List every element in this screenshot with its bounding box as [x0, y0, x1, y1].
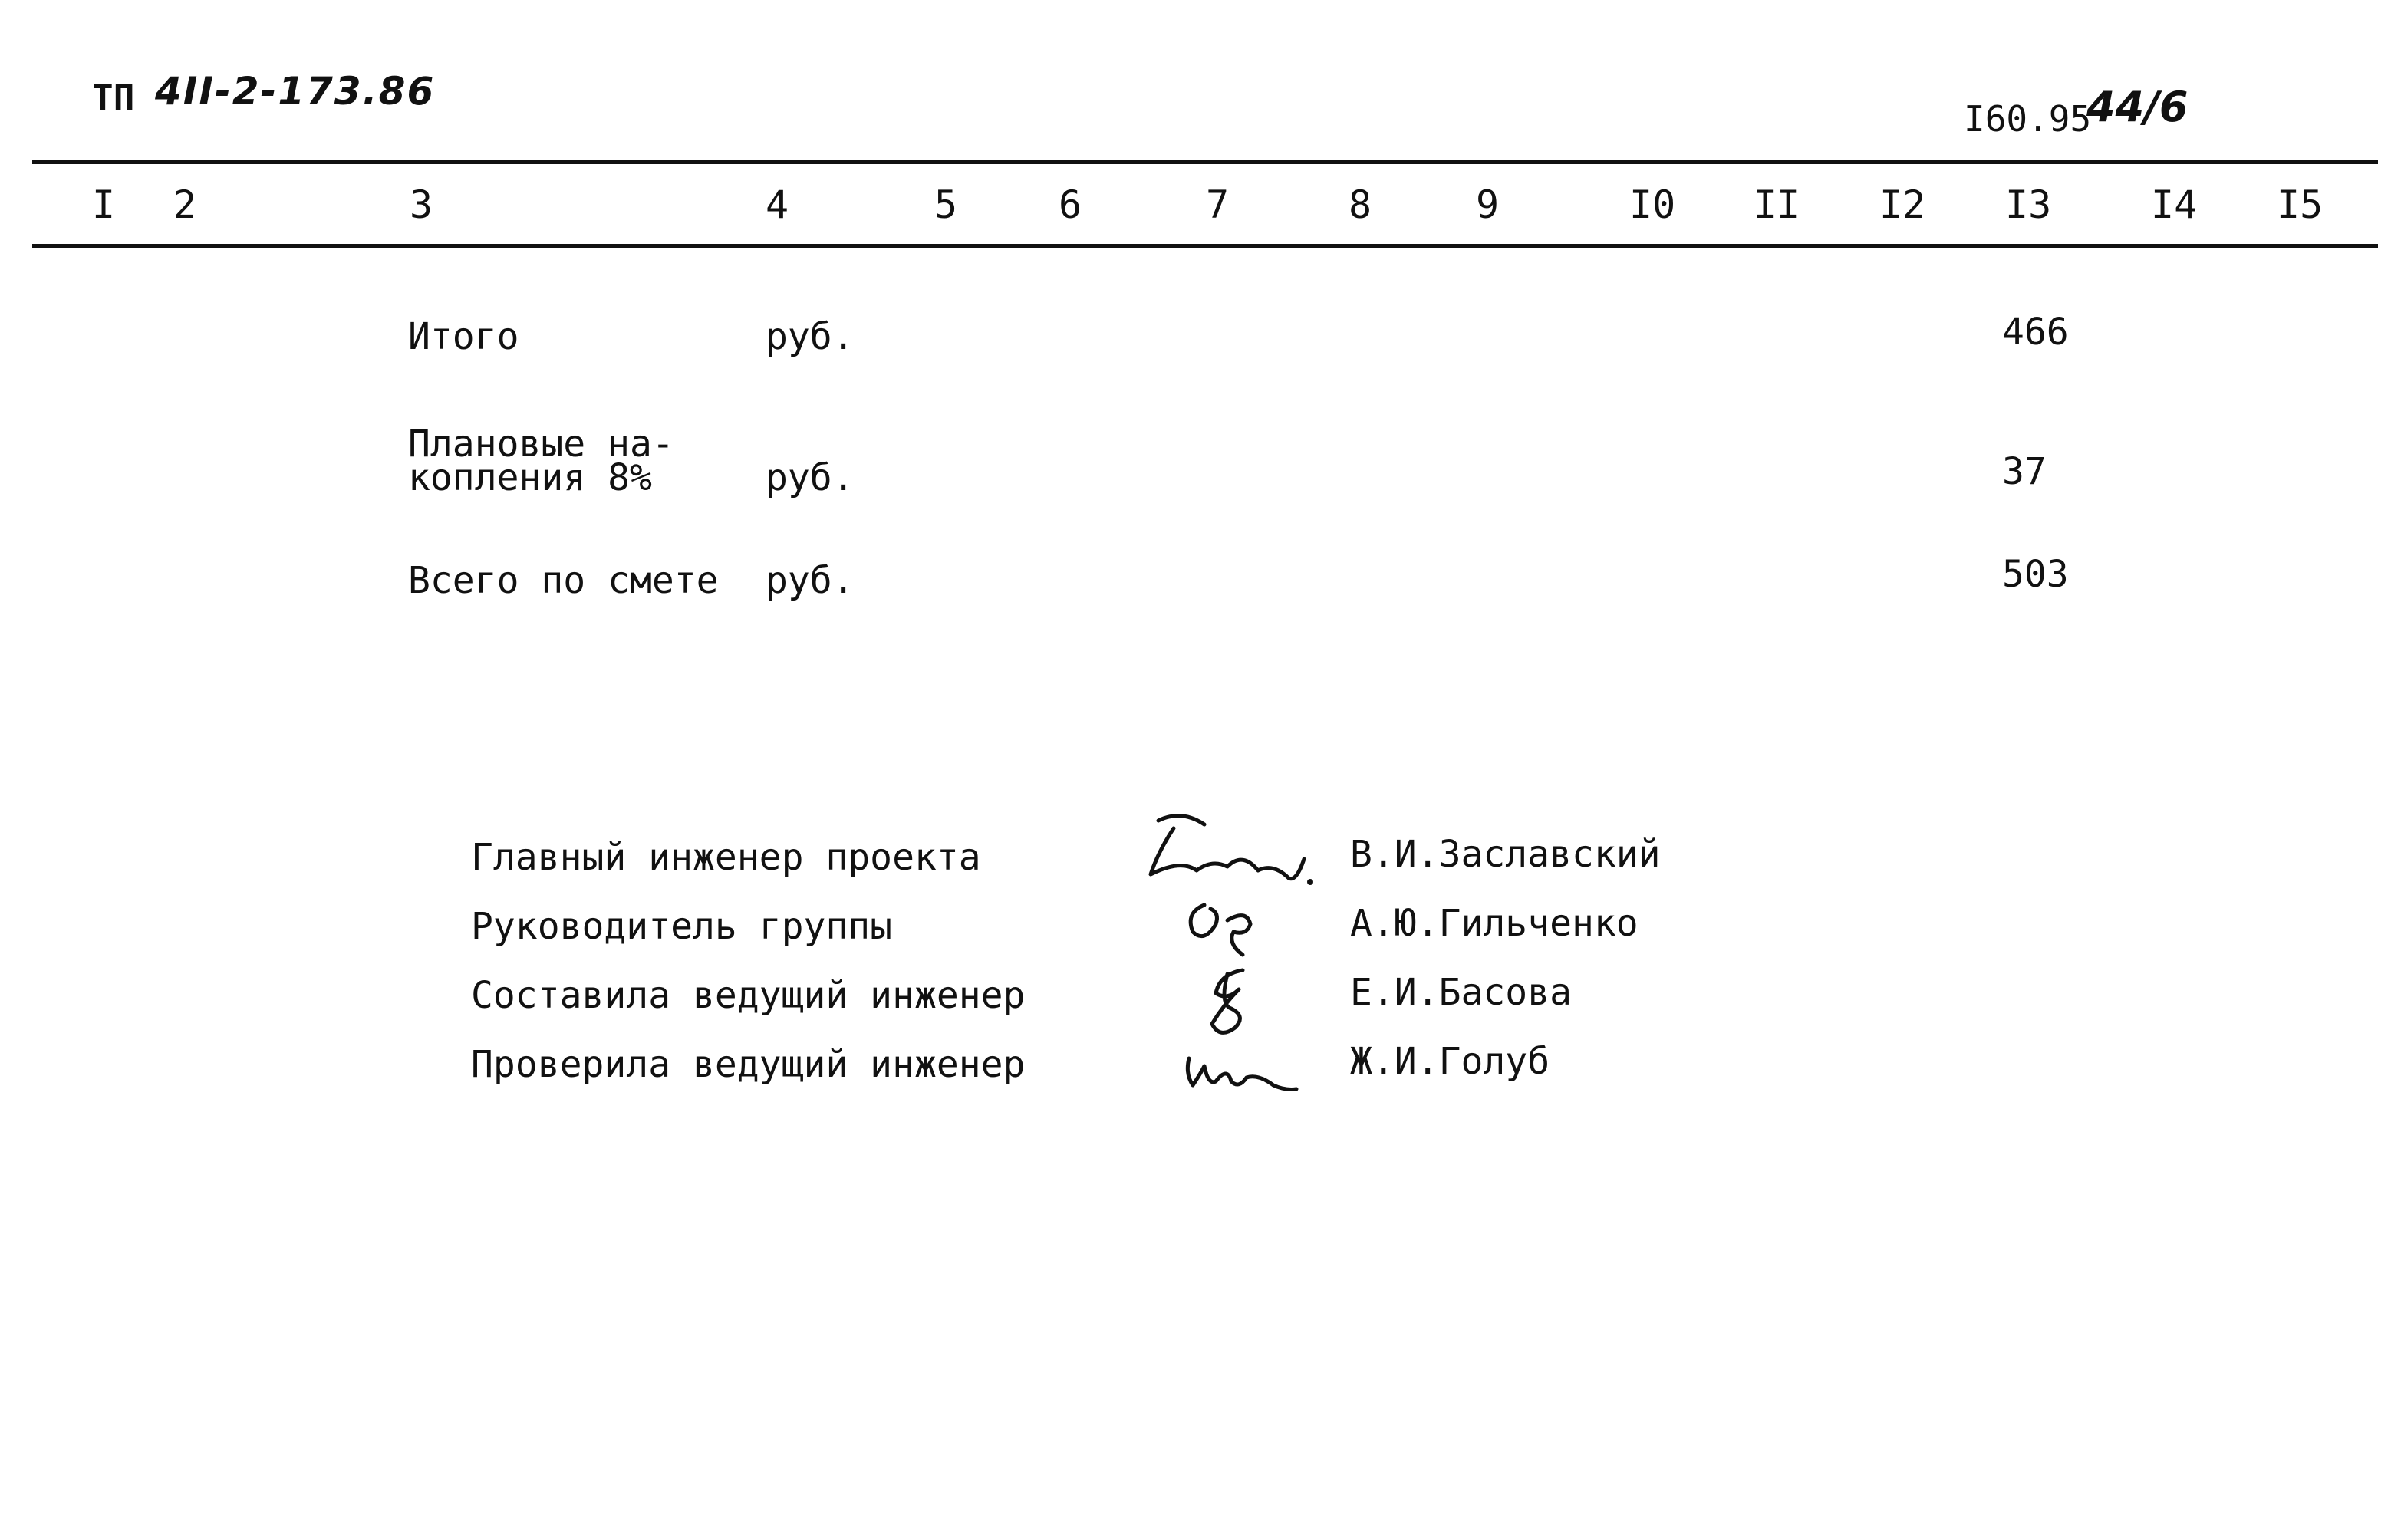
- doc-code-prefix: ТП: [92, 77, 135, 118]
- table-header-bottom-rule: [32, 244, 2378, 248]
- column-number-5: 5: [934, 183, 958, 227]
- row-grand-total-value: 503: [2002, 553, 2069, 596]
- row-planned-unit: руб.: [766, 456, 855, 499]
- signatory-name-chief-engineer: В.И.Заславский: [1350, 833, 1661, 876]
- column-number-8: 8: [1349, 183, 1372, 227]
- column-number-15: I5: [2277, 183, 2324, 227]
- row-grand-total-name: Всего по смете: [408, 559, 719, 602]
- signature-group-leader: [1174, 890, 1281, 966]
- column-number-3: 3: [410, 183, 433, 227]
- signatory-name-compiled-by: Е.И.Басова: [1350, 971, 1572, 1014]
- column-number-14: I4: [2151, 183, 2198, 227]
- row-planned-name-line1: Плановые на-: [408, 423, 674, 466]
- sheet-number-handwritten: 44/6: [2086, 83, 2189, 131]
- signature-checked-by: [1174, 1043, 1304, 1120]
- signature-chief-engineer: [1135, 805, 1319, 897]
- row-grand-total-unit: руб.: [766, 559, 855, 602]
- column-number-11: II: [1754, 183, 1800, 227]
- column-number-6: 6: [1059, 183, 1082, 227]
- signatory-role-compiled-by: Составила ведущий инженер: [471, 974, 1026, 1017]
- sheet-number-typed: I60.95: [1964, 98, 2092, 140]
- table-top-rule: [32, 160, 2378, 164]
- column-number-7: 7: [1206, 183, 1230, 227]
- column-number-10: I0: [1629, 183, 1676, 227]
- column-number-2: 2: [173, 183, 197, 227]
- signatory-name-checked-by: Ж.И.Голуб: [1350, 1040, 1550, 1083]
- row-total-unit: руб.: [766, 315, 855, 358]
- column-number-9: 9: [1476, 183, 1500, 227]
- row-total-name: Итого: [408, 315, 519, 358]
- row-planned-value: 37: [2002, 450, 2047, 493]
- signatory-role-group-leader: Руководитель группы: [471, 905, 893, 948]
- signatory-role-checked-by: Проверила ведущий инженер: [471, 1043, 1026, 1086]
- column-number-13: I3: [2005, 183, 2052, 227]
- row-total-value: 466: [2002, 311, 2069, 354]
- signatory-role-chief-engineer: Главный инженер проекта: [471, 836, 981, 879]
- row-planned-name-line2: копления 8%: [408, 456, 652, 499]
- column-number-4: 4: [766, 183, 789, 227]
- signatory-name-group-leader: А.Ю.Гильченко: [1350, 902, 1639, 945]
- column-number-1: I: [92, 183, 116, 227]
- doc-code-handwritten: 4II-2-173.86: [155, 69, 436, 114]
- column-number-12: I2: [1879, 183, 1926, 227]
- signature-compiled-by: [1174, 959, 1281, 1051]
